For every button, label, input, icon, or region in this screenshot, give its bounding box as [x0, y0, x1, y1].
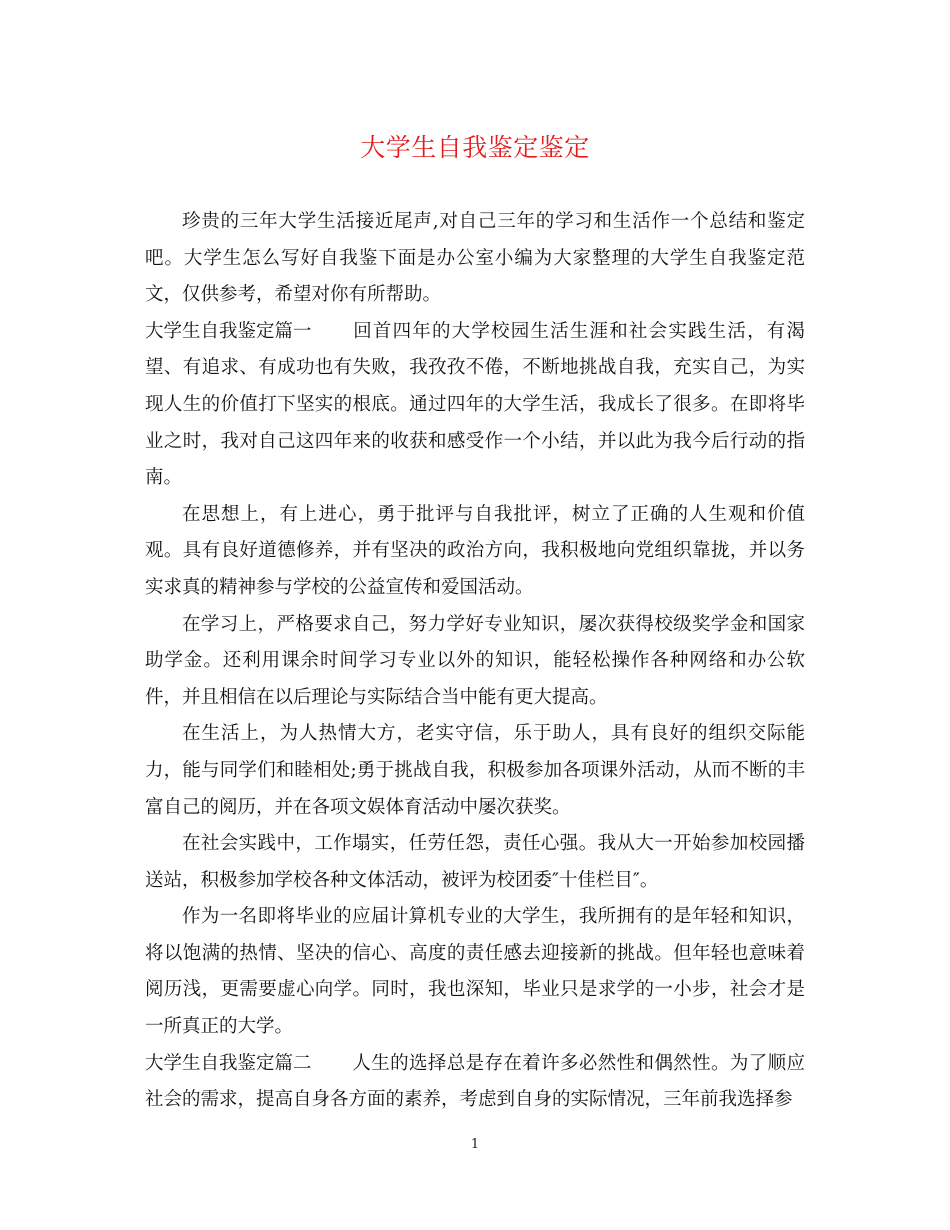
paragraph-intro: 珍贵的三年大学生活接近尾声,对自己三年的学习和生活作一个总结和鉴定吧。大学生怎么写好自我鉴下面是办公室小编为大家整理的大学生自我鉴定范文，仅供参考，希望对你有所帮助。 — [145, 211, 805, 306]
paragraph-life: 在生活上，为人热情大方，老实守信，乐于助人，具有良好的组织交际能力，能与同学们和睦相处;勇于挑战自我，积极参加各项课外活动，从而不断的丰富自己的阅历，并在各项文娱体育活动中屡次获奖。 — [145, 723, 805, 818]
section-text: 回首四年的大学校园生活生涯和社会实践生活，有渴望、有追求、有成功也有失败，我孜孜不倦，不断地挑战自我，充实自己，为实现人生的价值打下坚实的根底。通过四年的大学生活，我成长了很多。在即将毕业之时，我对自己这四年来的收获和感受作一个小结，并以此为我今后行动的指南。 — [145, 320, 805, 489]
section-text: 人生的选择总是存在着许多必然性和偶然性。为了顺应社会的需求，提高自身各方面的素养，考虑到自身的实际情况，三年前我选择参 — [145, 1052, 805, 1111]
document-body — [145, 204, 805, 1119]
section-label: 大学生自我鉴定篇一 — [145, 320, 312, 342]
paragraph-graduate: 作为一名即将毕业的应届计算机专业的大学生，我所拥有的是年轻和知识，将以饱满的热情、坚决的信心、高度的责任感去迎接新的挑战。但年轻也意味着阅历浅，更需要虚心向学。同时，我也深知，毕业只是求学的一小步，社会才是一所真正的大学。 — [145, 906, 805, 1038]
paragraph-section-one — [145, 314, 805, 497]
document-title: 大学生自我鉴定鉴定 — [360, 133, 590, 162]
page-number: 1 — [470, 1137, 480, 1152]
paragraph-practice: 在社会实践中，工作塌实，任劳任怨，责任心强。我从大一开始参加校园播送站，积极参加学校各种文体活动，被评为校团委″十佳栏目″。 — [145, 833, 805, 891]
paragraph-study: 在学习上，严格要求自己，努力学好专业知识，屡次获得校级奖学金和国家助学金。还利用课余时间学习专业以外的知识，能轻松操作各种网络和办公软件，并且相信在以后理论与实际结合当中能有更大提高。 — [145, 613, 805, 708]
paragraph-section-two — [145, 1046, 805, 1119]
paragraph-thought: 在思想上，有上进心，勇于批评与自我批评，树立了正确的人生观和价值观。具有良好道德修养，并有坚决的政治方向，我积极地向党组织靠拢，并以务实求真的精神参与学校的公益宣传和爱国活动。 — [145, 503, 805, 598]
section-label: 大学生自我鉴定篇二 — [145, 1052, 312, 1074]
